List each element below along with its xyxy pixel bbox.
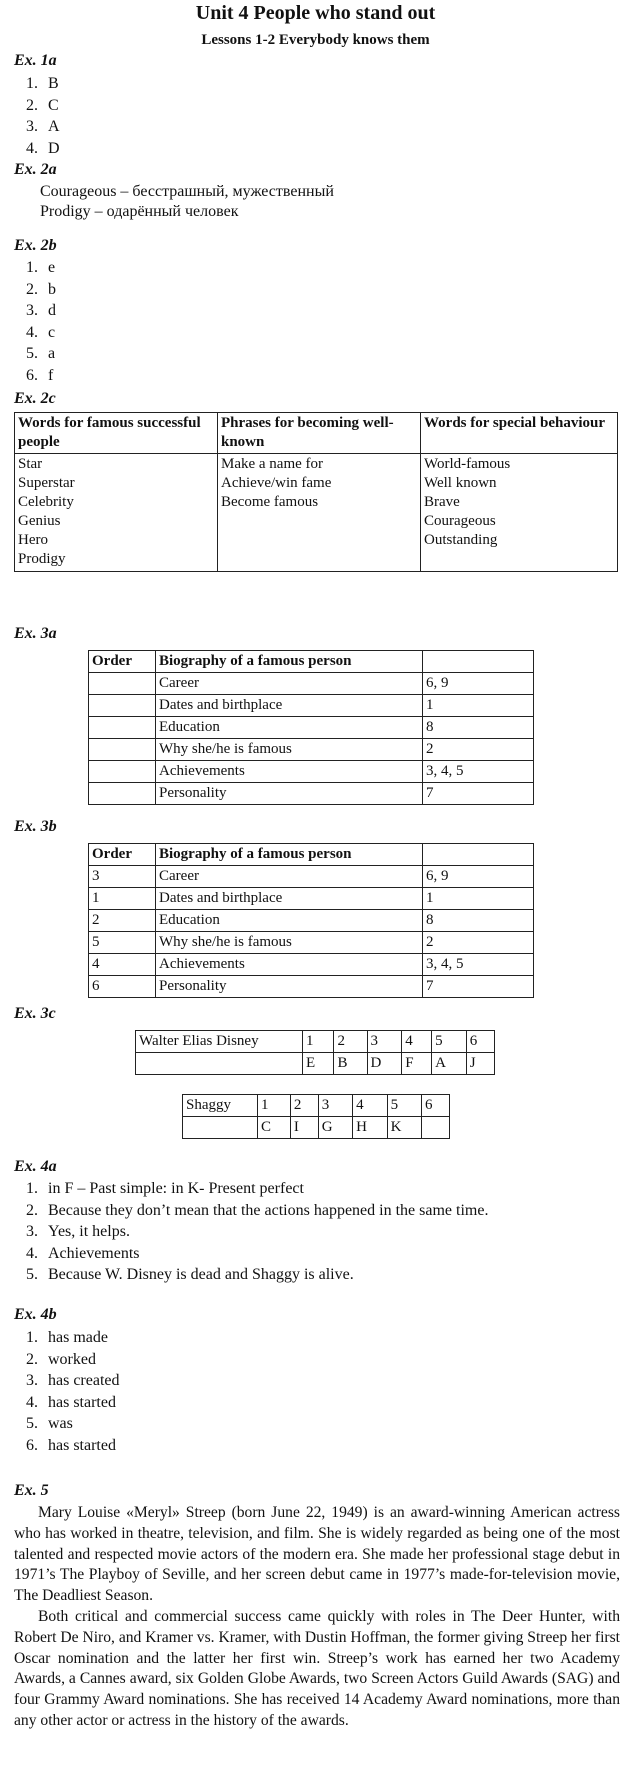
list-item: 5. Because W. Disney is dead and Shaggy is alive. — [26, 1266, 354, 1283]
table-header-cell: Order — [89, 844, 156, 866]
unit-title: Unit 4 People who stand out — [195, 2, 436, 24]
table-row: Achievements 3, 4, 5 — [89, 761, 534, 783]
ex-3b-label: Ex. 3b — [14, 818, 57, 835]
list-item: 5. a — [26, 345, 56, 362]
shaggy-table — [182, 1094, 450, 1139]
disney-table — [135, 1030, 495, 1075]
list-item: 6. f — [26, 366, 54, 384]
list-item: 4. has started — [26, 1393, 116, 1411]
paragraph: Both critical and commercial success came quickly with roles in The Deer Hunter, with Robert De Niro, and Kramer vs. Kramer, with Dustin Hoffman, the former giving Streep her first Oscar nomination and the latter her first win. Streep’s work has earned her two Academy Awards, a Cannes award, six Golden Globe Awards, two Screen Actors Guild Awards (SAG) and four Grammy Award nominations. She has received 14 Academy Award nominations, more than any other actor or actress in the history of the awards. — [14, 1607, 620, 1729]
list-item: 5. was — [26, 1415, 73, 1432]
list-item: 3. d — [26, 302, 56, 319]
list-item: 2. Because they don’t mean that the actions happened in the same time. — [26, 1201, 489, 1219]
ex-3c-label: Ex. 3c — [14, 1005, 56, 1022]
ex-3b-table — [88, 843, 534, 998]
table-row: Education 8 — [89, 717, 534, 739]
table-row: 3 Career 6, 9 — [89, 866, 534, 888]
ex-3a-table — [88, 650, 534, 805]
ex-1a-list — [14, 73, 60, 159]
ex-2a-line: Courageous – бесстрашный, мужественный — [40, 183, 334, 200]
table-cell — [183, 1117, 258, 1139]
list-item: 6. has started — [26, 1436, 116, 1454]
table-header-cell: Words for special behaviour — [421, 413, 618, 454]
table-header-cell — [423, 651, 534, 673]
list-item: 1. e — [26, 259, 56, 276]
table-row: Why she/he is famous 2 — [89, 739, 534, 761]
ex-2b-list — [14, 257, 56, 386]
table-row: 5 Why she/he is famous 2 — [89, 932, 534, 954]
table-header-cell: Order — [89, 651, 156, 673]
table-header-cell: Phrases for becoming well-known — [218, 413, 421, 454]
ex-5-label: Ex. 5 — [14, 1482, 49, 1499]
table-row: 2 Education 8 — [89, 910, 534, 932]
table-row: Personality 7 — [89, 783, 534, 805]
ex-4b-list — [14, 1327, 120, 1456]
table-header-cell — [423, 844, 534, 866]
list-item: 2. b — [26, 280, 56, 298]
ex-2a-line: Prodigy – одарённый человек — [40, 203, 239, 220]
table-cell: Walter Elias Disney — [136, 1031, 303, 1053]
lesson-subtitle: Lessons 1-2 Everybody knows them — [201, 32, 430, 48]
list-item: 4. c — [26, 323, 56, 341]
table-row: C I G H K — [183, 1117, 450, 1139]
table-header-cell: Words for famous successful people — [15, 413, 218, 454]
table-row: 6 Personality 7 — [89, 976, 534, 998]
table-header-cell: Biography of a famous person — [156, 844, 423, 866]
table-header-row — [89, 844, 534, 866]
ex-4b-label: Ex. 4b — [14, 1306, 57, 1323]
list-item: 1. has made — [26, 1329, 108, 1346]
table-cell — [136, 1053, 303, 1075]
ex-2a-label: Ex. 2a — [14, 161, 57, 178]
list-item: 1. B — [26, 75, 59, 92]
list-item: 3. has created — [26, 1372, 120, 1389]
ex-1a-label: Ex. 1a — [14, 52, 57, 69]
table-row: Dates and birthplace 1 — [89, 695, 534, 717]
list-item: 2. worked — [26, 1350, 96, 1368]
table-header-row — [15, 413, 618, 454]
table-row: 4 Achievements 3, 4, 5 — [89, 954, 534, 976]
table-row: Shaggy 1 2 3 4 5 6 — [183, 1095, 450, 1117]
ex-2c-table — [14, 412, 618, 572]
list-item: 1. in F – Past simple: in K- Present perfect — [26, 1180, 304, 1197]
table-row: 1 Dates and birthplace 1 — [89, 888, 534, 910]
table-header-cell: Biography of a famous person — [156, 651, 423, 673]
table-row: Walter Elias Disney 1 2 3 4 5 6 — [136, 1031, 495, 1053]
ex-3a-label: Ex. 3a — [14, 625, 57, 642]
table-row: E B D F A J — [136, 1053, 495, 1075]
table-cell: Shaggy — [183, 1095, 258, 1117]
ex-2b-label: Ex. 2b — [14, 237, 57, 254]
list-item: 4. D — [26, 139, 60, 157]
ex-4a-label: Ex. 4a — [14, 1158, 57, 1175]
table-row — [15, 454, 618, 572]
ex-5-text — [14, 1503, 620, 1732]
ex-2c-label: Ex. 2c — [14, 390, 56, 407]
paragraph: Mary Louise «Meryl» Streep (born June 22, 1949) is an award-winning American actress who has worked in theatre, television, and film. She is widely regarded as being one of the most talented and respected movie actors of the modern era. She made her professional stage debut in 1971’s The Playboy of Seville, and her screen debut came in 1977’s made-for-television movie, The Deadliest Season. — [14, 1504, 620, 1605]
list-item: 3. Yes, it helps. — [26, 1223, 130, 1240]
table-cell: Star Superstar Celebrity Genius Hero Prodigy — [15, 454, 218, 572]
table-row: Career 6, 9 — [89, 673, 534, 695]
ex-4a-list — [14, 1178, 488, 1286]
table-cell: World-famous Well known Brave Courageous Outstanding — [421, 454, 618, 572]
list-item: 2. C — [26, 96, 59, 114]
table-header-row — [89, 651, 534, 673]
list-item: 4. Achievements — [26, 1244, 140, 1262]
table-cell: Make a name for Achieve/win fame Become famous — [218, 454, 421, 572]
list-item: 3. A — [26, 118, 60, 135]
